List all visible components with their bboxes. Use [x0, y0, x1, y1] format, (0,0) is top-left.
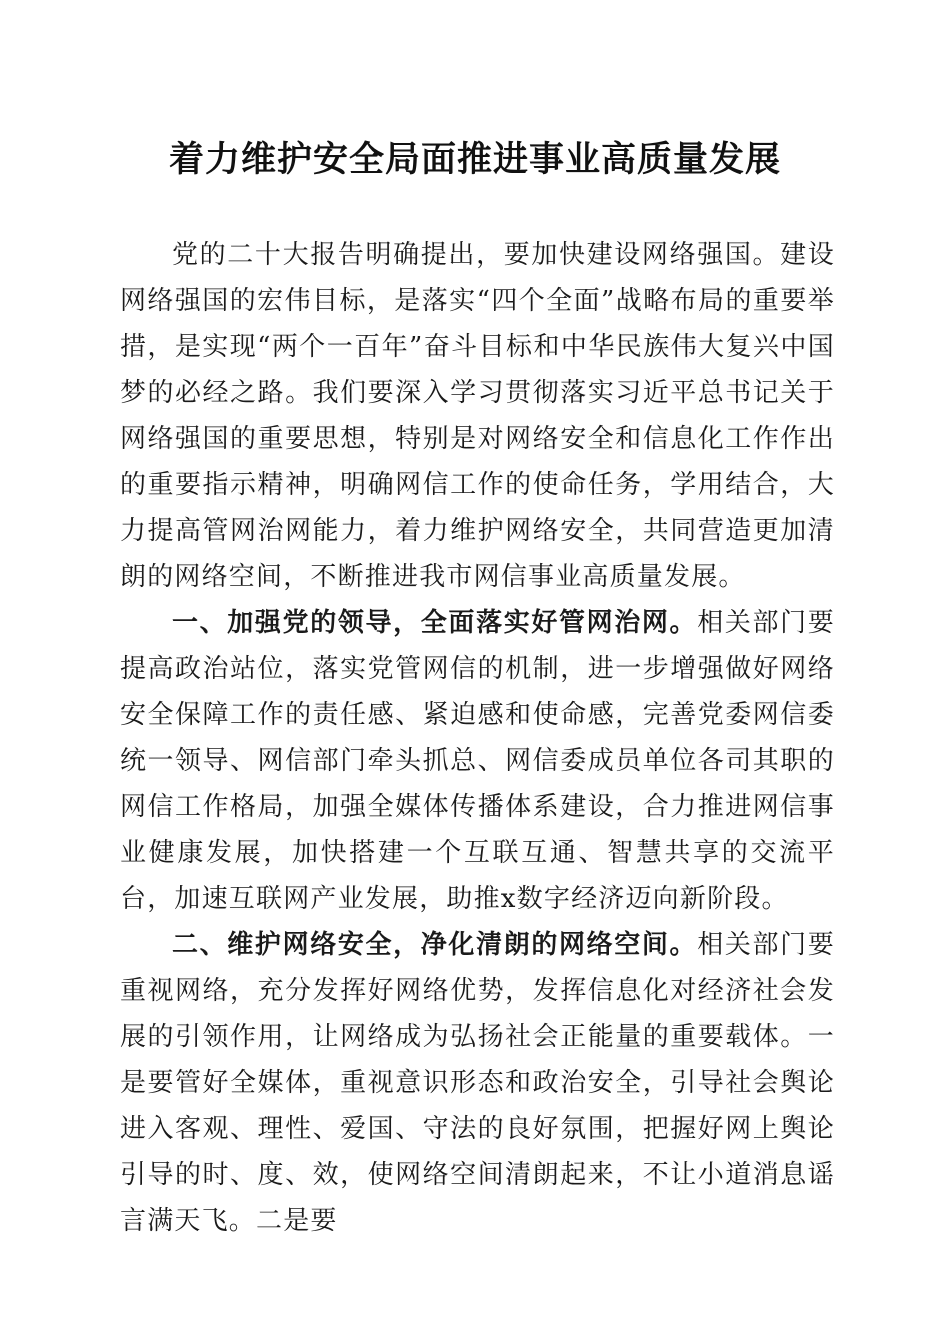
paragraph-section-1	[120, 600, 835, 922]
paragraph-section-2	[120, 922, 835, 1244]
document-title: 着力维护安全局面推进事业高质量发展	[168, 139, 781, 180]
document-body	[120, 232, 835, 1244]
paragraph-text: 党的二十大报告明确提出，要加快建设网络强国。建设网络强国的宏伟目标，是落实“四个全面”战略布局的重要举措，是实现“两个一百年”奋斗目标和中华民族伟大复兴中国梦的必经之路。我们要深入学习贯彻落实习近平总书记关于网络强国的重要思想，特别是对网络安全和信息化工作作出的重要指示精神，明确网信工作的使命任务，学用结合，大力提高管网治网能力，着力维护网络安全，共同营造更加清朗的网络空间，不断推进我市网信事业高质量发展。	[120, 240, 835, 592]
section-heading: 一、加强党的领导，全面落实好管网治网。	[172, 608, 698, 638]
paragraph-text: 相关部门要提高政治站位，落实党管网信的机制，进一步增强做好网络安全保障工作的责任感、紧迫感和使命感，完善党委网信委统一领导、网信部门牵头抓总、网信委成员单位各司其职的网信工作格局，加强全媒体传播体系建设，合力推进网信事业健康发展，加快搭建一个互联互通、智慧共享的交流平台，加速互联网产业发展，助推x数字经济迈向新阶段。	[120, 608, 835, 914]
paragraph-intro	[120, 232, 835, 600]
section-heading: 二、维护网络安全，净化清朗的网络空间。	[172, 930, 698, 960]
paragraph-text: 相关部门要重视网络，充分发挥好网络优势，发挥信息化对经济社会发展的引领作用，让网络成为弘扬社会正能量的重要载体。一是要管好全媒体，重视意识形态和政治安全，引导社会舆论进入客观、理性、爱国、守法的良好氛围，把握好网上舆论引导的时、度、效，使网络空间清朗起来，不让小道消息谣言满天飞。二是要	[120, 930, 835, 1236]
